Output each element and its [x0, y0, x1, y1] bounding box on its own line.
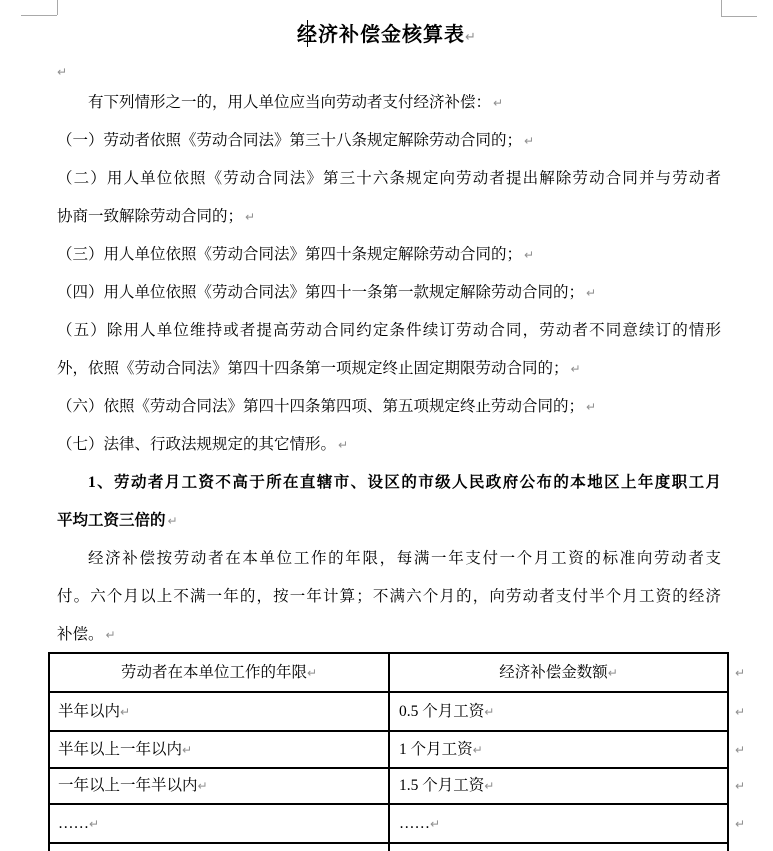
cell-amount[interactable] — [390, 844, 727, 851]
pilcrow-icon: ↵ — [484, 705, 495, 719]
table-row — [50, 693, 745, 732]
pilcrow-icon: ↵ — [734, 779, 745, 793]
pilcrow-icon: ↵ — [465, 30, 476, 45]
body-text — [57, 84, 721, 654]
cell-amount[interactable] — [390, 769, 727, 803]
text-line[interactable] — [57, 122, 721, 160]
header-cell-text[interactable]: 劳动者在本单位工作的年限 — [120, 664, 307, 681]
text-line-content[interactable]: （六）依照《劳动合同法》第四十四条第四项、第五项规定终止劳动合同的； — [57, 398, 585, 415]
pilcrow-icon: ↵ — [607, 666, 618, 680]
pilcrow-icon: ↵ — [524, 134, 535, 148]
header-cell-text[interactable]: 经济补偿金数额 — [499, 664, 608, 681]
cell-text[interactable]: 1 个月工资 — [399, 741, 473, 758]
text-line-content[interactable]: （三）用人单位依照《劳动合同法》第四十条规定解除劳动合同的； — [57, 246, 523, 263]
table-row — [50, 805, 745, 844]
table-header-amount[interactable] — [390, 654, 727, 691]
text-line-content[interactable]: （五）除用人单位维持或者提高劳动合同约定条件续订劳动合同，劳动者不同意续订的情形 — [57, 322, 721, 339]
cell-duration[interactable] — [50, 844, 390, 851]
text-line[interactable] — [57, 426, 721, 464]
margin-crop-mark-top-right — [721, 16, 757, 17]
pilcrow-icon: ↵ — [734, 665, 745, 680]
margin-crop-mark-top-left — [57, 0, 58, 15]
text-line-content[interactable]: （七）法律、行政法规规定的其它情形。 — [57, 436, 337, 453]
pilcrow-icon: ↵ — [524, 248, 535, 262]
cell-duration[interactable] — [50, 693, 390, 730]
text-line[interactable] — [57, 198, 721, 236]
text-line-heading[interactable] — [57, 464, 721, 502]
table-header-duration[interactable] — [50, 654, 390, 691]
text-line-content[interactable]: （一）劳动者依照《劳动合同法》第三十八条规定解除劳动合同的； — [57, 132, 523, 149]
margin-crop-mark-top-right — [721, 0, 722, 16]
pilcrow-icon: ↵ — [484, 779, 495, 793]
cell-amount[interactable] — [390, 805, 727, 842]
text-line-content[interactable]: 1、劳动者月工资不高于所在直辖市、设区的市级人民政府公布的本地区上年度职工月 — [88, 474, 721, 491]
pilcrow-icon: ↵ — [586, 286, 597, 300]
cell-text[interactable]: …… — [399, 815, 430, 832]
empty-paragraph[interactable] — [57, 62, 67, 82]
pilcrow-icon: ↵ — [430, 817, 441, 831]
pilcrow-icon: ↵ — [734, 742, 745, 757]
cell-duration[interactable] — [50, 805, 390, 842]
table-row-partial — [50, 844, 727, 851]
cell-duration[interactable] — [50, 769, 390, 803]
pilcrow-icon: ↵ — [734, 816, 745, 831]
pilcrow-icon: ↵ — [89, 817, 100, 831]
text-line-content[interactable]: 协商一致解除劳动合同的； — [57, 208, 244, 225]
text-line[interactable] — [57, 540, 721, 578]
pilcrow-icon: ↵ — [105, 628, 116, 642]
pilcrow-icon: ↵ — [586, 400, 597, 414]
pilcrow-icon: ↵ — [245, 210, 256, 224]
pilcrow-icon: ↵ — [57, 65, 68, 79]
text-line-content[interactable]: （二）用人单位依照《劳动合同法》第三十六条规定向劳动者提出解除劳动合同并与劳动者 — [57, 170, 721, 187]
text-line[interactable] — [57, 388, 721, 426]
text-line-content[interactable]: 外，依照《劳动合同法》第四十四条第一项规定终止固定期限劳动合同的； — [57, 360, 569, 377]
text-line[interactable] — [57, 312, 721, 350]
margin-crop-mark-top-left — [21, 15, 57, 16]
table-header-row — [50, 654, 745, 693]
pilcrow-icon: ↵ — [306, 666, 318, 680]
pilcrow-icon: ↵ — [120, 705, 131, 719]
text-line[interactable] — [57, 160, 721, 198]
text-line[interactable] — [57, 84, 721, 122]
document-title[interactable] — [0, 18, 773, 47]
text-line-content[interactable]: 补偿。 — [57, 626, 104, 643]
document-title-text[interactable]: 经济补偿金核算表 — [297, 24, 466, 46]
pilcrow-icon: ↵ — [472, 743, 483, 757]
cell-text[interactable]: 一年以上一年半以内 — [58, 777, 198, 794]
cell-amount[interactable] — [390, 693, 727, 730]
text-line[interactable] — [57, 350, 721, 388]
text-line-heading[interactable] — [57, 502, 721, 540]
cell-amount[interactable] — [390, 732, 727, 767]
text-line-content[interactable]: 经济补偿按劳动者在本单位工作的年限，每满一年支付一个月工资的标准向劳动者支 — [88, 550, 721, 567]
cell-text[interactable]: …… — [58, 815, 89, 832]
compensation-table — [48, 652, 745, 851]
pilcrow-icon: ↵ — [570, 362, 581, 376]
table-row — [50, 769, 745, 805]
cell-text[interactable]: 1.5 个月工资 — [399, 777, 485, 794]
cell-text[interactable]: 半年以内 — [58, 703, 121, 720]
text-line-content[interactable]: 付。六个月以上不满一年的，按一年计算；不满六个月的，向劳动者支付半个月工资的经济 — [57, 588, 721, 605]
cell-text[interactable]: 半年以上一年以内 — [58, 741, 183, 758]
text-line[interactable] — [57, 236, 721, 274]
cell-text[interactable]: 0.5 个月工资 — [399, 703, 485, 720]
pilcrow-icon: ↵ — [493, 96, 504, 110]
table-row — [50, 732, 745, 769]
text-line[interactable] — [57, 578, 721, 616]
pilcrow-icon: ↵ — [734, 704, 745, 719]
text-line[interactable] — [57, 274, 721, 312]
cell-duration[interactable] — [50, 732, 390, 767]
text-line[interactable] — [57, 616, 721, 654]
pilcrow-icon: ↵ — [197, 779, 208, 793]
pilcrow-icon: ↵ — [167, 514, 178, 528]
text-line-content[interactable]: 平均工资三倍的 — [57, 512, 166, 529]
pilcrow-icon: ↵ — [182, 743, 193, 757]
text-line-content[interactable]: （四）用人单位依照《劳动合同法》第四十一条第一款规定解除劳动合同的； — [57, 284, 585, 301]
text-line-content[interactable]: 有下列情形之一的，用人单位应当向劳动者支付经济补偿： — [88, 94, 492, 111]
pilcrow-icon: ↵ — [338, 438, 349, 452]
